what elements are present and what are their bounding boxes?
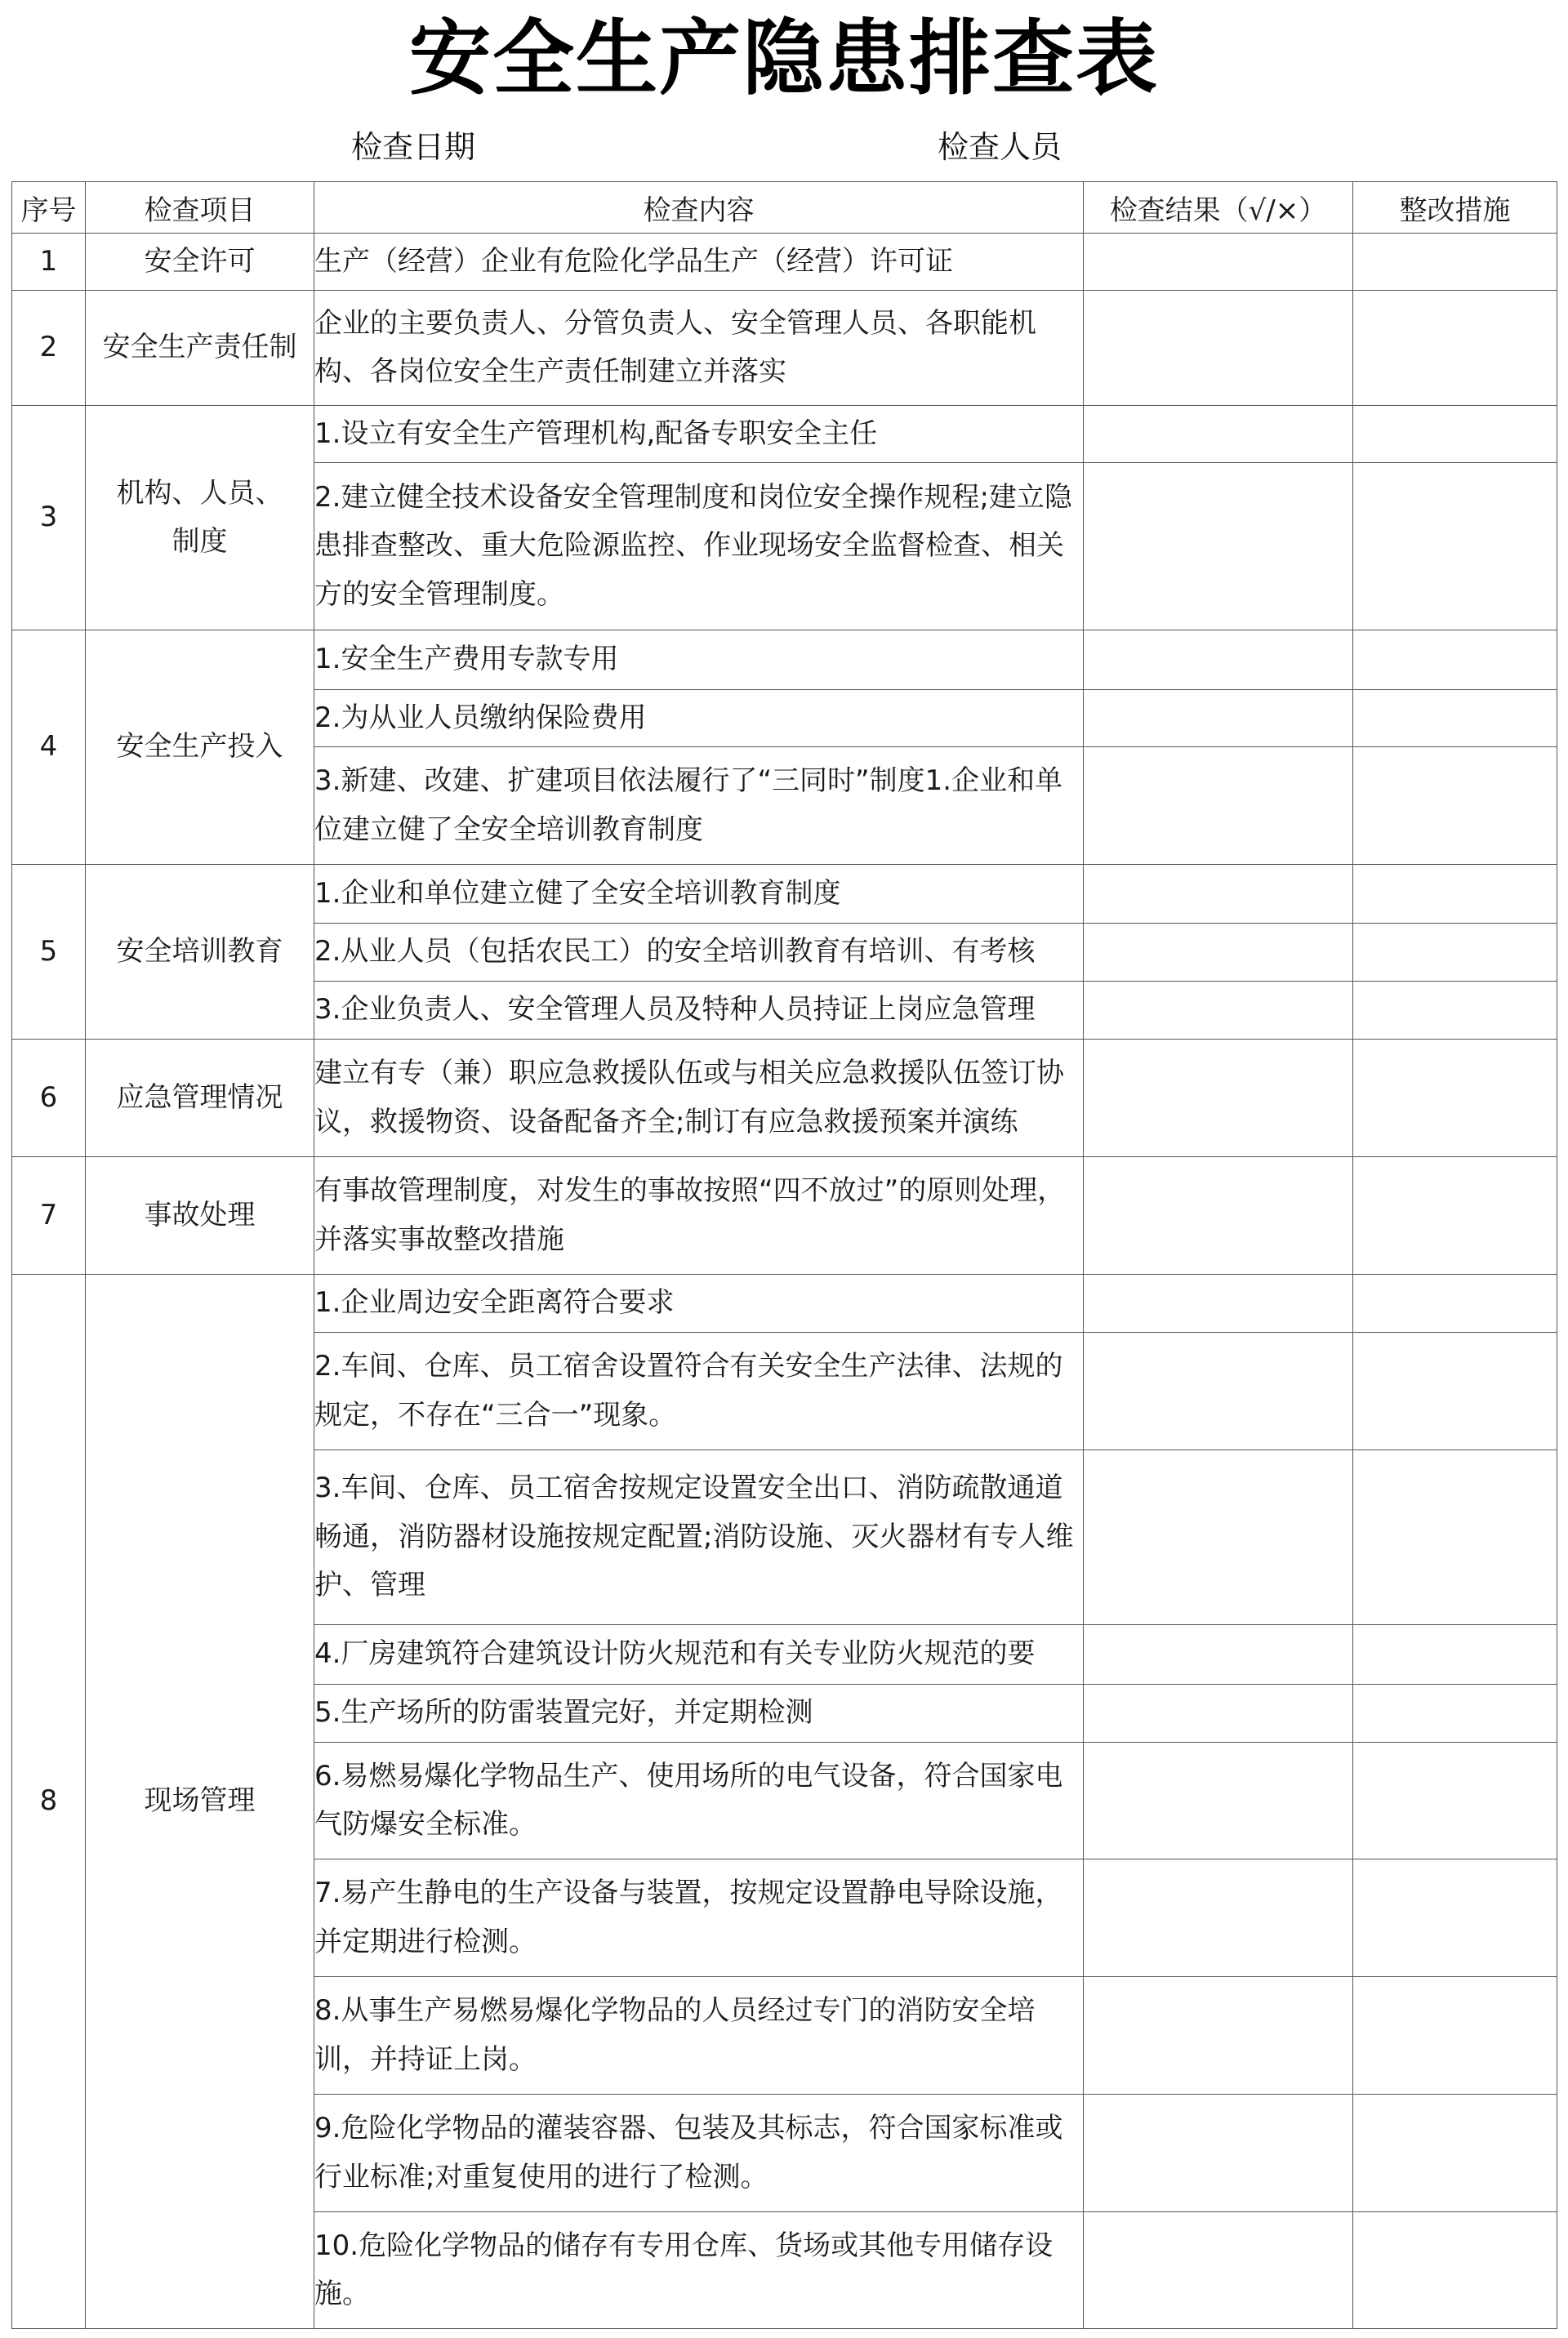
result-cell[interactable] bbox=[1084, 865, 1353, 924]
table-row bbox=[12, 406, 1557, 463]
result-cell[interactable] bbox=[1084, 1450, 1353, 1625]
result-cell[interactable] bbox=[1084, 463, 1353, 630]
table-row bbox=[12, 234, 1557, 291]
check-content: 10.危险化学物品的储存有专用仓库、货场或其他专用储存设施。 bbox=[314, 2212, 1084, 2329]
table-header-row bbox=[12, 182, 1557, 234]
rectification-cell[interactable] bbox=[1353, 291, 1557, 406]
rectification-cell[interactable] bbox=[1353, 2095, 1557, 2212]
rectification-cell[interactable] bbox=[1353, 1977, 1557, 2095]
check-content: 1.安全生产费用专款专用 bbox=[314, 630, 1084, 690]
result-cell[interactable] bbox=[1084, 1333, 1353, 1450]
rectification-cell[interactable] bbox=[1353, 406, 1557, 463]
check-content: 5.生产场所的防雷装置完好，并定期检测 bbox=[314, 1685, 1084, 1743]
table-row bbox=[12, 865, 1557, 924]
check-item: 机构、人员、制度 bbox=[86, 406, 314, 630]
check-content: 3.企业负责人、安全管理人员及特种人员持证上岗应急管理 bbox=[314, 982, 1084, 1040]
result-cell[interactable] bbox=[1084, 234, 1353, 291]
row-number: 4 bbox=[12, 630, 86, 865]
check-content: 企业的主要负责人、分管负责人、安全管理人员、各职能机构、各岗位安全生产责任制建立并落实 bbox=[314, 291, 1084, 406]
rectification-cell[interactable] bbox=[1353, 865, 1557, 924]
rectification-cell[interactable] bbox=[1353, 982, 1557, 1040]
rectification-cell[interactable] bbox=[1353, 1157, 1557, 1275]
check-item: 安全培训教育 bbox=[86, 865, 314, 1040]
result-cell[interactable] bbox=[1084, 924, 1353, 982]
result-cell[interactable] bbox=[1084, 630, 1353, 690]
check-content: 1.设立有安全生产管理机构,配备专职安全主任 bbox=[314, 406, 1084, 463]
table-row bbox=[12, 1275, 1557, 1333]
result-cell[interactable] bbox=[1084, 1977, 1353, 2095]
header-content: 检查内容 bbox=[314, 182, 1084, 234]
check-content: 生产（经营）企业有危险化学品生产（经营）许可证 bbox=[314, 234, 1084, 291]
check-item: 安全许可 bbox=[86, 234, 314, 291]
rectification-cell[interactable] bbox=[1353, 1859, 1557, 1977]
inspection-date-label: 检查日期 bbox=[351, 129, 476, 165]
page-title: 安全生产隐患排查表 bbox=[409, 11, 1159, 106]
result-cell[interactable] bbox=[1084, 1859, 1353, 1977]
check-content: 4.厂房建筑符合建筑设计防火规范和有关专业防火规范的要 bbox=[314, 1625, 1084, 1685]
row-number: 5 bbox=[12, 865, 86, 1040]
check-content: 有事故管理制度，对发生的事故按照“四不放过”的原则处理，并落实事故整改措施 bbox=[314, 1157, 1084, 1275]
table-body bbox=[12, 234, 1557, 2329]
result-cell[interactable] bbox=[1084, 747, 1353, 865]
header-result: 检查结果（√/×） bbox=[1084, 182, 1353, 234]
check-content: 1.企业周边安全距离符合要求 bbox=[314, 1275, 1084, 1333]
rectification-cell[interactable] bbox=[1353, 1275, 1557, 1333]
table-row bbox=[12, 630, 1557, 690]
rectification-cell[interactable] bbox=[1353, 747, 1557, 865]
check-item: 现场管理 bbox=[86, 1275, 314, 2329]
row-number: 6 bbox=[12, 1040, 86, 1157]
check-content: 9.危险化学物品的灌装容器、包装及其标志，符合国家标准或行业标准;对重复使用的进行了检测。 bbox=[314, 2095, 1084, 2212]
rectification-cell[interactable] bbox=[1353, 1333, 1557, 1450]
result-cell[interactable] bbox=[1084, 1625, 1353, 1685]
check-content: 2.从业人员（包括农民工）的安全培训教育有培训、有考核 bbox=[314, 924, 1084, 982]
row-number: 1 bbox=[12, 234, 86, 291]
result-cell[interactable] bbox=[1084, 1275, 1353, 1333]
inspector-label: 检查人员 bbox=[938, 129, 1062, 165]
result-cell[interactable] bbox=[1084, 2212, 1353, 2329]
row-number: 8 bbox=[12, 1275, 86, 2329]
result-cell[interactable] bbox=[1084, 1743, 1353, 1859]
rectification-cell[interactable] bbox=[1353, 690, 1557, 747]
rectification-cell[interactable] bbox=[1353, 234, 1557, 291]
check-item: 事故处理 bbox=[86, 1157, 314, 1275]
check-content: 建立有专（兼）职应急救援队伍或与相关应急救援队伍签订协议，救援物资、设备配备齐全;制订有应急救援预案并演练 bbox=[314, 1040, 1084, 1157]
header-item: 检查项目 bbox=[86, 182, 314, 234]
result-cell[interactable] bbox=[1084, 291, 1353, 406]
result-cell[interactable] bbox=[1084, 690, 1353, 747]
check-content: 2.车间、仓库、员工宿舍设置符合有关安全生产法律、法规的规定，不存在“三合一”现象。 bbox=[314, 1333, 1084, 1450]
check-content: 1.企业和单位建立健了全安全培训教育制度 bbox=[314, 865, 1084, 924]
rectification-cell[interactable] bbox=[1353, 1685, 1557, 1743]
check-content: 2.建立健全技术设备安全管理制度和岗位安全操作规程;建立隐患排查整改、重大危险源监控、作业现场安全监督检查、相关方的安全管理制度。 bbox=[314, 463, 1084, 630]
rectification-cell[interactable] bbox=[1353, 630, 1557, 690]
table-row bbox=[12, 1040, 1557, 1157]
result-cell[interactable] bbox=[1084, 406, 1353, 463]
inspection-table bbox=[11, 181, 1557, 2329]
result-cell[interactable] bbox=[1084, 1685, 1353, 1743]
row-number: 3 bbox=[12, 406, 86, 630]
check-item: 应急管理情况 bbox=[86, 1040, 314, 1157]
check-item: 安全生产投入 bbox=[86, 630, 314, 865]
result-cell[interactable] bbox=[1084, 2095, 1353, 2212]
rectification-cell[interactable] bbox=[1353, 1625, 1557, 1685]
header-no: 序号 bbox=[12, 182, 86, 234]
check-content: 7.易产生静电的生产设备与装置，按规定设置静电导除设施，并定期进行检测。 bbox=[314, 1859, 1084, 1977]
check-content: 6.易燃易爆化学物品生产、使用场所的电气设备，符合国家电气防爆安全标准。 bbox=[314, 1743, 1084, 1859]
table-row bbox=[12, 1157, 1557, 1275]
row-number: 2 bbox=[12, 291, 86, 406]
result-cell[interactable] bbox=[1084, 982, 1353, 1040]
check-content: 8.从事生产易燃易爆化学物品的人员经过专门的消防安全培训，并持证上岗。 bbox=[314, 1977, 1084, 2095]
rectification-cell[interactable] bbox=[1353, 1040, 1557, 1157]
check-item: 安全生产责任制 bbox=[86, 291, 314, 406]
header-fix: 整改措施 bbox=[1353, 182, 1557, 234]
check-content: 2.为从业人员缴纳保险费用 bbox=[314, 690, 1084, 747]
result-cell[interactable] bbox=[1084, 1040, 1353, 1157]
check-content: 3.新建、改建、扩建项目依法履行了“三同时”制度1.企业和单位建立健了全安全培训教育制度 bbox=[314, 747, 1084, 865]
rectification-cell[interactable] bbox=[1353, 463, 1557, 630]
check-content: 3.车间、仓库、员工宿舍按规定设置安全出口、消防疏散通道畅通，消防器材设施按规定配置;消防设施、灭火器材有专人维护、管理 bbox=[314, 1450, 1084, 1625]
rectification-cell[interactable] bbox=[1353, 924, 1557, 982]
table-row bbox=[12, 291, 1557, 406]
rectification-cell[interactable] bbox=[1353, 1743, 1557, 1859]
rectification-cell[interactable] bbox=[1353, 2212, 1557, 2329]
rectification-cell[interactable] bbox=[1353, 1450, 1557, 1625]
result-cell[interactable] bbox=[1084, 1157, 1353, 1275]
row-number: 7 bbox=[12, 1157, 86, 1275]
